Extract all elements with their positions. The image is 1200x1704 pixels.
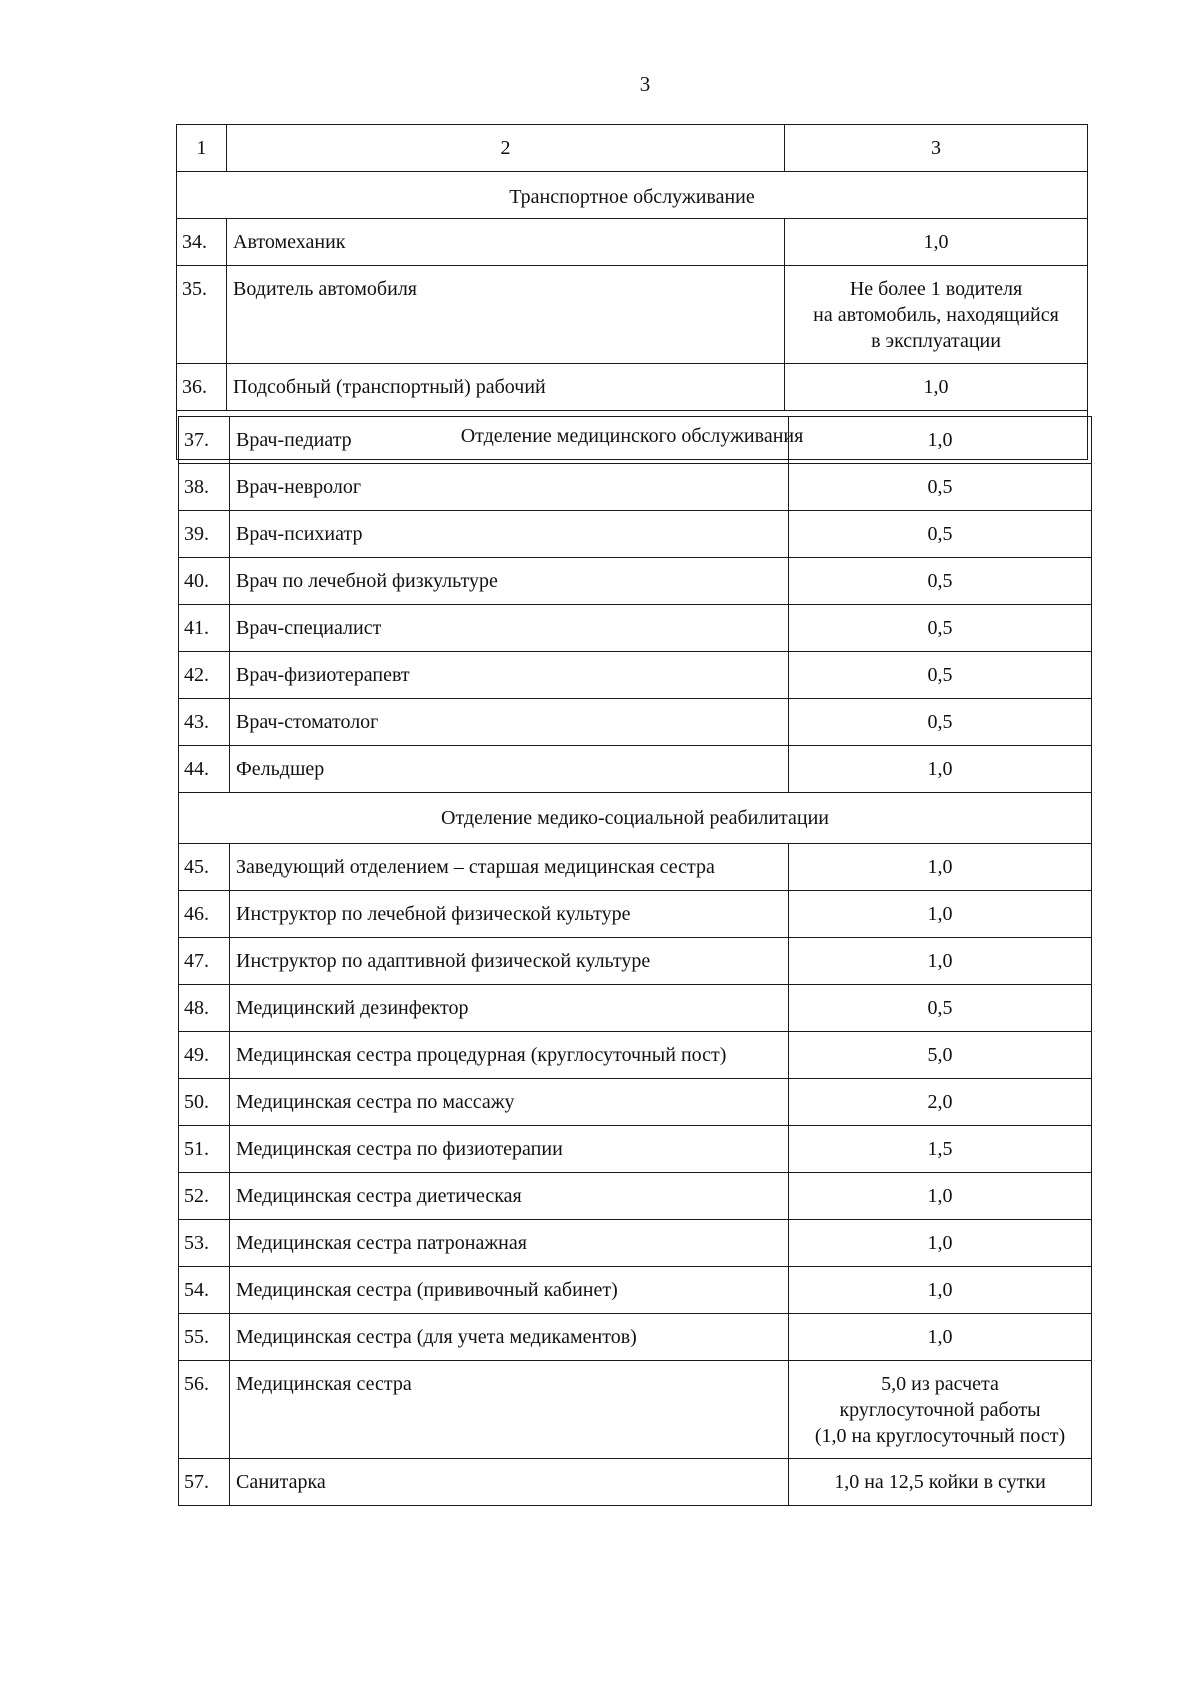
row-number: 55. (179, 1314, 230, 1361)
table-row (177, 219, 1088, 266)
position-name: Медицинская сестра по физиотерапии (230, 1126, 789, 1173)
staff-units: 5,0 (789, 1032, 1092, 1079)
table-row (177, 266, 1088, 364)
row-number: 53. (179, 1220, 230, 1267)
row-number: 47. (179, 938, 230, 985)
staff-units: 0,5 (789, 511, 1092, 558)
staff-units: 0,5 (789, 605, 1092, 652)
position-name: Врач-специалист (230, 605, 789, 652)
position-name: Подсобный (транспортный) рабочий (227, 364, 785, 411)
page-number: 3 (639, 72, 651, 96)
staff-units: 0,5 (789, 699, 1092, 746)
staff-units-line: в эксплуатации (871, 330, 1001, 352)
table-row (179, 511, 1092, 558)
row-number: 36. (177, 364, 227, 411)
staff-units: 1,5 (789, 1126, 1092, 1173)
staff-units: 1,0 (789, 1220, 1092, 1267)
staff-units: 0,5 (789, 558, 1092, 605)
row-number: 40. (179, 558, 230, 605)
table-row (179, 558, 1092, 605)
staff-units-line: 5,0 из расчета (881, 1373, 999, 1395)
row-number: 43. (179, 699, 230, 746)
position-name: Медицинский дезинфектор (230, 985, 789, 1032)
row-number: 52. (179, 1173, 230, 1220)
staff-units: 1,0 (789, 1267, 1092, 1314)
section-title: Транспортное обслуживание (177, 172, 1088, 219)
staff-units-line: на автомобиль, находящийся (813, 304, 1059, 326)
table-row (179, 1459, 1092, 1506)
row-number: 41. (179, 605, 230, 652)
staff-units-line: (1,0 на круглосуточный пост) (814, 1425, 1066, 1447)
staff-units: 2,0 (789, 1079, 1092, 1126)
position-name: Медицинская сестра (230, 1361, 789, 1459)
position-name: Заведующий отделением – старшая медицинская сестра (230, 844, 789, 891)
staff-units: 1,0 на 12,5 койки в сутки (789, 1459, 1092, 1506)
staff-units: 1,0 (789, 891, 1092, 938)
table-row (179, 1220, 1092, 1267)
position-name: Инструктор по лечебной физической культуре (230, 891, 789, 938)
staff-units: 1,0 (789, 1314, 1092, 1361)
staff-units (785, 266, 1088, 364)
staff-units (789, 1361, 1092, 1459)
table-row (179, 417, 1092, 464)
position-name: Врач-невролог (230, 464, 789, 511)
staff-table-lower (178, 416, 1092, 1506)
position-name: Медицинская сестра процедурная (круглосуточный пост) (230, 1032, 789, 1079)
staff-table-upper (176, 124, 1088, 460)
staff-units: 0,5 (789, 652, 1092, 699)
section-title: Отделение медико-социальной реабилитации (179, 793, 1092, 844)
staff-units: 1,0 (785, 364, 1088, 411)
position-name: Медицинская сестра (прививочный кабинет) (230, 1267, 789, 1314)
row-number: 37. (179, 417, 230, 464)
row-number: 34. (177, 219, 227, 266)
row-number: 44. (179, 746, 230, 793)
position-name: Медицинская сестра патронажная (230, 1220, 789, 1267)
staff-units-line: Не более 1 водителя (849, 278, 1023, 300)
staff-units: 1,0 (789, 1173, 1092, 1220)
staff-units-line: круглосуточной работы (839, 1399, 1041, 1421)
table-row (177, 364, 1088, 411)
row-number: 42. (179, 652, 230, 699)
staff-units: 0,5 (789, 985, 1092, 1032)
row-number: 54. (179, 1267, 230, 1314)
position-name: Медицинская сестра по массажу (230, 1079, 789, 1126)
position-name: Инструктор по адаптивной физической культуре (230, 938, 789, 985)
position-name: Фельдшер (230, 746, 789, 793)
position-name: Врач-психиатр (230, 511, 789, 558)
position-name: Санитарка (230, 1459, 789, 1506)
row-number: 56. (179, 1361, 230, 1459)
table-row (179, 652, 1092, 699)
staff-units: 1,0 (789, 844, 1092, 891)
table-row (179, 1032, 1092, 1079)
position-name: Медицинская сестра диетическая (230, 1173, 789, 1220)
table-row (179, 938, 1092, 985)
section-row (179, 793, 1092, 844)
table-row (179, 699, 1092, 746)
position-name: Врач-физиотерапевт (230, 652, 789, 699)
row-number: 48. (179, 985, 230, 1032)
table-row (179, 464, 1092, 511)
section-title: Отделение медицинского обслуживания (177, 411, 1088, 460)
table-row (179, 891, 1092, 938)
row-number: 35. (177, 266, 227, 364)
position-name: Медицинская сестра (для учета медикаментов) (230, 1314, 789, 1361)
header-col-3: 3 (785, 125, 1088, 172)
table-header-row (177, 125, 1088, 172)
header-col-1: 1 (177, 125, 227, 172)
row-number: 51. (179, 1126, 230, 1173)
position-name: Врач-педиатр (230, 417, 789, 464)
row-number: 38. (179, 464, 230, 511)
position-name: Врач-стоматолог (230, 699, 789, 746)
position-name: Автомеханик (227, 219, 785, 266)
table-row (179, 1173, 1092, 1220)
row-number: 45. (179, 844, 230, 891)
table-row (179, 1314, 1092, 1361)
table-row (179, 1126, 1092, 1173)
section-row (177, 172, 1088, 219)
table-row (179, 605, 1092, 652)
row-number: 49. (179, 1032, 230, 1079)
table-row (179, 844, 1092, 891)
header-col-2: 2 (227, 125, 785, 172)
row-number: 46. (179, 891, 230, 938)
staff-units: 1,0 (789, 938, 1092, 985)
table-row (179, 746, 1092, 793)
row-number: 57. (179, 1459, 230, 1506)
row-number: 50. (179, 1079, 230, 1126)
table-row (179, 985, 1092, 1032)
table-row (179, 1361, 1092, 1459)
staff-units: 1,0 (789, 417, 1092, 464)
staff-units: 1,0 (785, 219, 1088, 266)
row-number: 39. (179, 511, 230, 558)
position-name: Водитель автомобиля (227, 266, 785, 364)
staff-units: 1,0 (789, 746, 1092, 793)
position-name: Врач по лечебной физкультуре (230, 558, 789, 605)
table-row (179, 1267, 1092, 1314)
table-row (179, 1079, 1092, 1126)
staff-units: 0,5 (789, 464, 1092, 511)
